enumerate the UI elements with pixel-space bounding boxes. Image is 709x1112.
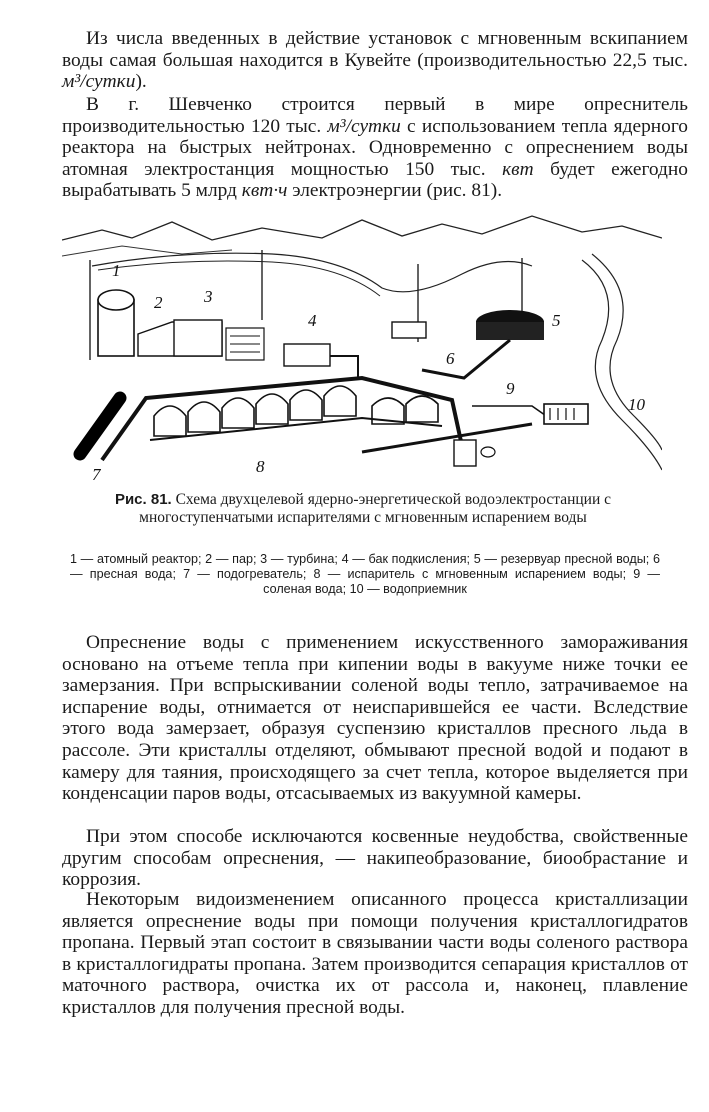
unit-text: квт — [502, 158, 534, 180]
label-9: 9 — [506, 379, 515, 398]
paragraph-text: будет ежегодно вырабатывать 5 млрд — [62, 158, 688, 202]
paragraph-advantages: При этом способе исключаются косвенные неудобства, свойственные другим способам опреснения, — накипеобразование, биообрастание и коррозия. — [62, 826, 688, 891]
label-6: 6 — [446, 349, 455, 368]
caption-label: Рис. 81. — [114, 491, 172, 508]
caption-text: Схема двухцелевой ядерно-энергетической водоэлектростанции с многоступенчатыми испарителями с мгновенным испарением воды — [139, 491, 612, 526]
figure-legend: 1 — атомный реактор; 2 — пар; 3 — турбина; 4 — бак подкисления; 5 — резервуар пресной воды; 6 — пресная вода; 7 — подогреватель; 8 — испаритель с мгновенным испарением воды; 9 — соленая вода; 10 — водоприемник — [70, 552, 660, 596]
label-3: 3 — [204, 287, 213, 306]
label-2: 2 — [154, 293, 163, 312]
unit-text: квт·ч — [241, 180, 288, 202]
paragraph-propane-hydrates: Некоторым видоизменением описанного процесса кристаллизации является опреснение воды при помощи получения кристаллогидратов пропана. Первый этап состоит в связывании части воды соленого раствора в кристаллогидраты пропана. Затем производится сепарация кристаллов от маточного раствора, очистка их от рассола и, наконец, плавление кристаллов для получения пресной воды. — [62, 889, 688, 1018]
unit-text: м³/сутки — [62, 71, 136, 93]
unit-text: м³/сутки — [327, 115, 401, 137]
label-1: 1 — [112, 261, 121, 280]
paragraph-text: ). — [135, 71, 147, 93]
label-7: 7 — [92, 465, 101, 484]
label-10: 10 — [628, 395, 645, 414]
figure-81-illustration — [62, 210, 662, 488]
paragraph-text: с использованием тепла ядерного реактора на быстрых нейтронах. Одновременно с опреснением воды атомная электростанция мощностью 150 тыс. — [62, 115, 688, 180]
paragraph-text: электроэнергии (рис. 81). — [287, 180, 503, 202]
paragraph-text: В г. Шевченко строится первый в мире опреснитель производительностью 120 тыс. — [62, 94, 688, 137]
label-4: 4 — [308, 311, 317, 330]
paragraph-text: Из числа введенных в действие установок с мгновенным вскипанием воды самая большая находится в Кувейте (производительностью 22,5 тыс. — [62, 28, 688, 71]
paragraph-kuwait — [62, 28, 688, 93]
label-5: 5 — [552, 311, 561, 330]
desalination-plant-diagram — [62, 210, 662, 488]
paragraph-shevchenko — [62, 94, 688, 202]
label-8: 8 — [256, 457, 265, 476]
paragraph-freezing: Опреснение воды с применением искусственного замораживания основано на отъеме тепла при кипении воды в вакууме ниже точки ее замерзания. При вспрыскивании соленой воды тепло, затрачиваемое на испарение воды, отнимается от неиспарившейся ее части. Вследствие этого вода замерзает, образуя суспензию кристаллов пресного льда в рассоле. Эти кристаллы отделяют, обмывают пресной водой и подают в камеру для таяния, происходящего за счет тепла, которое выделяется при конденсации паров воды, отсасываемых из вакуумной камеры. — [62, 632, 688, 805]
figure-caption — [66, 491, 660, 527]
